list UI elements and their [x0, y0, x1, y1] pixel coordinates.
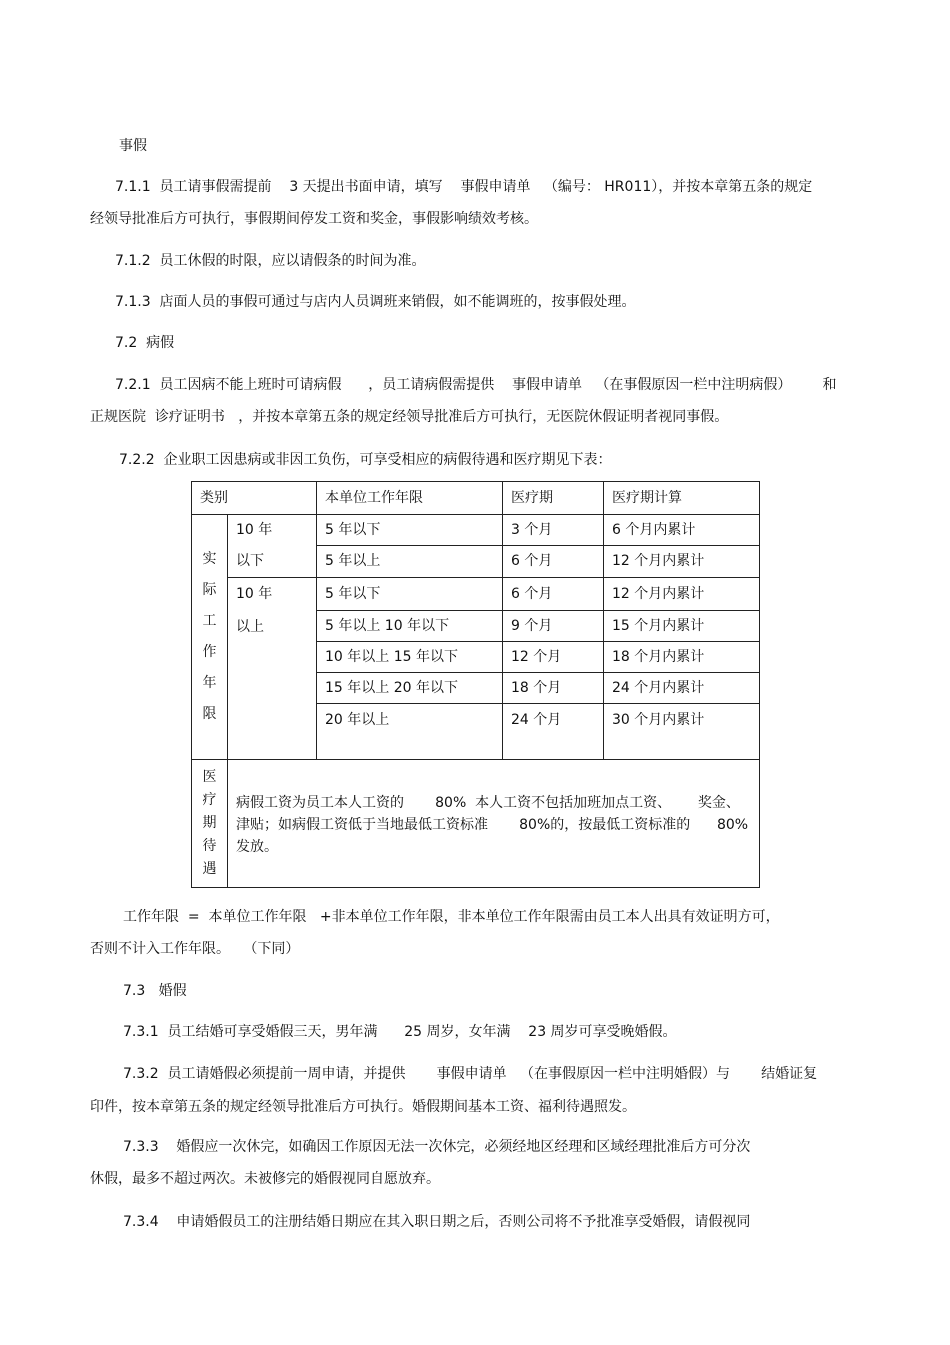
para-7-1-3: 7.1.3 店面人员的事假可通过与店内人员调班来销假，如不能调班的，按事假处理。	[115, 294, 636, 310]
cell-period: 12 个月	[503, 642, 604, 673]
sick-leave-table	[191, 481, 760, 888]
treatment-description: 病假工资为员工本人工资的 80% 本人工资不包括加班加点工资、 奖金、 津贴；如病假工资低于当地最低工资标准 80%的，按最低工资标准的 80% 发放。	[228, 760, 760, 888]
para-7-2-1-line2: 正规医院 诊疗证明书 ，并按本章第五条的规定经领导批准后方可执行，无医院休假证明者视同事假。	[90, 409, 729, 425]
cell-calc: 12 个月内累计	[604, 545, 760, 577]
group-over-10-years: 10 年 以上	[228, 578, 317, 760]
cell-years: 5 年以上 10 年以下	[317, 611, 503, 642]
cell-years: 10 年以上 15 年以下	[317, 642, 503, 673]
table-header-row	[192, 482, 760, 515]
cell-period: 18 个月	[503, 673, 604, 704]
cell-period: 9 个月	[503, 611, 604, 642]
para-7-1-1-line2: 经领导批准后方可执行，事假期间停发工资和奖金，事假影响绩效考核。	[90, 211, 538, 227]
table-row	[192, 578, 760, 611]
para-7-2-1-line1: 7.2.1 员工因病不能上班时可请病假 ，员工请病假需提供 事假申请单 （在事假原因一栏中注明病假） 和	[115, 377, 837, 393]
heading-marriage-leave: 7.3 婚假	[123, 983, 187, 999]
cell-years: 5 年以上	[317, 545, 503, 577]
cell-calc: 18 个月内累计	[604, 642, 760, 673]
header-service-years: 本单位工作年限	[317, 482, 503, 515]
cell-calc: 12 个月内累计	[604, 578, 760, 611]
cell-period: 24 个月	[503, 704, 604, 760]
table-row	[192, 515, 760, 546]
category-medical-treatment: 医 疗 期 待 遇	[192, 760, 228, 888]
para-7-1-1-line1: 7.1.1 员工请事假需提前 3 天提出书面申请，填写 事假申请单 （编号： HR011），并按本章第五条的规定	[115, 179, 813, 195]
cell-calc: 30 个月内累计	[604, 704, 760, 760]
header-medical-period: 医疗期	[503, 482, 604, 515]
header-period-calc: 医疗期计算	[604, 482, 760, 515]
cell-calc: 24 个月内累计	[604, 673, 760, 704]
cell-years: 5 年以下	[317, 578, 503, 611]
cell-years: 20 年以上	[317, 704, 503, 760]
para-7-3-3-line1: 7.3.3 婚假应一次休完，如确因工作原因无法一次休完，必须经地区经理和区域经理批准后方可分次	[123, 1139, 751, 1155]
cell-period: 3 个月	[503, 515, 604, 546]
para-7-1-2: 7.1.2 员工休假的时限，应以请假条的时间为准。	[115, 253, 426, 269]
header-category: 类别	[192, 482, 317, 515]
group-under-10-years: 10 年 以下	[228, 515, 317, 578]
cell-years: 5 年以下	[317, 515, 503, 546]
cell-period: 6 个月	[503, 545, 604, 577]
table-row-treatment	[192, 760, 760, 888]
para-7-3-4: 7.3.4 申请婚假员工的注册结婚日期应在其入职日期之后，否则公司将不予批准享受婚假，请假视同	[123, 1214, 751, 1230]
para-7-3-2-line2: 印件，按本章第五条的规定经领导批准后方可执行。婚假期间基本工资、福利待遇照发。	[90, 1099, 636, 1115]
para-7-3-2-line1: 7.3.2 员工请婚假必须提前一周申请，并提供 事假申请单 （在事假原因一栏中注明婚假）与 结婚证复	[123, 1066, 818, 1082]
para-7-3-3-line2: 休假，最多不超过两次。未被修完的婚假视同自愿放弃。	[90, 1171, 440, 1187]
para-7-3-1: 7.3.1 员工结婚可享受婚假三天，男年满 25 周岁，女年满 23 周岁可享受晚婚假。	[123, 1024, 677, 1040]
heading-sick-leave: 7.2 病假	[115, 335, 175, 351]
category-actual-years: 实 际 工 作 年 限	[192, 515, 228, 760]
heading-personal-leave: 事假	[119, 138, 147, 154]
note-line2: 否则不计入工作年限。 （下同）	[90, 941, 300, 957]
cell-calc: 6 个月内累计	[604, 515, 760, 546]
cell-period: 6 个月	[503, 578, 604, 611]
cell-calc: 15 个月内累计	[604, 611, 760, 642]
note-line1: 工作年限 = 本单位工作年限 +非本单位工作年限，非本单位工作年限需由员工本人出具有效证明方可，	[123, 909, 780, 925]
cell-years: 15 年以上 20 年以下	[317, 673, 503, 704]
para-7-2-2: 7.2.2 企业职工因患病或非因工负伤，可享受相应的病假待遇和医疗期见下表：	[119, 452, 612, 468]
